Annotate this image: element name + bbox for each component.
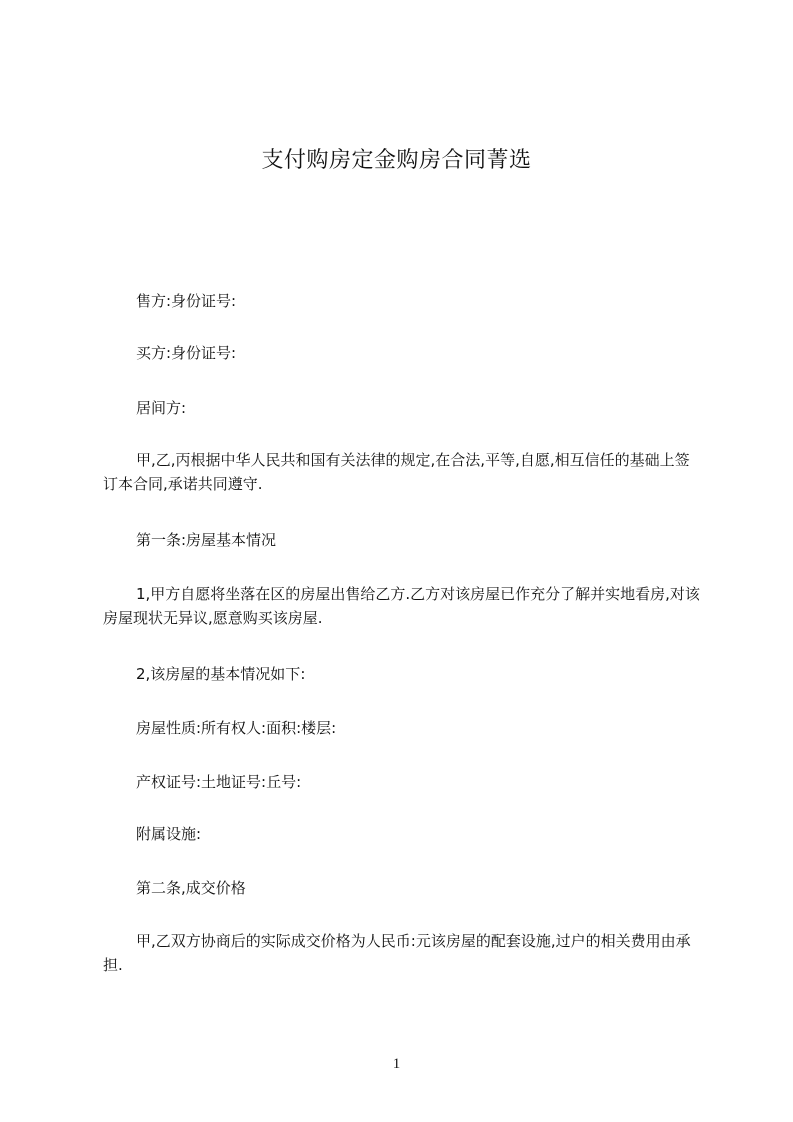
intermediary-line: 居间方: (136, 399, 187, 417)
page-number: 1 (392, 1056, 401, 1072)
property-nature-line: 房屋性质:所有权人:面积:楼层: (136, 719, 337, 737)
article-1-clause-2: 2,该房屋的基本情况如下: (136, 665, 306, 683)
document-title: 支付购房定金购房合同菁选 (261, 148, 532, 173)
article-1-heading: 第一条:房屋基本情况 (136, 531, 277, 549)
preamble-paragraph: 甲,乙,丙根据中华人民共和国有关法律的规定,在合法,平等,自愿,相互信任的基础上签订本合同,承诺共同遵守. (103, 451, 690, 493)
article-2-price-paragraph: 甲,乙双方协商后的实际成交价格为人民币:元该房屋的配套设施,过户的相关费用由承担. (103, 932, 691, 974)
seller-line: 售方:身份证号: (136, 292, 237, 310)
buyer-line: 买方:身份证号: (136, 344, 237, 362)
article-1-clause-1: 1,甲方自愿将坐落在区的房屋出售给乙方.乙方对该房屋已作充分了解并实地看房,对该房屋现状无异议,愿意购买该房屋. (103, 585, 700, 627)
facilities-line: 附属设施: (136, 825, 202, 843)
certificate-line: 产权证号:土地证号:丘号: (136, 773, 302, 791)
article-2-heading: 第二条,成交价格 (136, 879, 246, 897)
